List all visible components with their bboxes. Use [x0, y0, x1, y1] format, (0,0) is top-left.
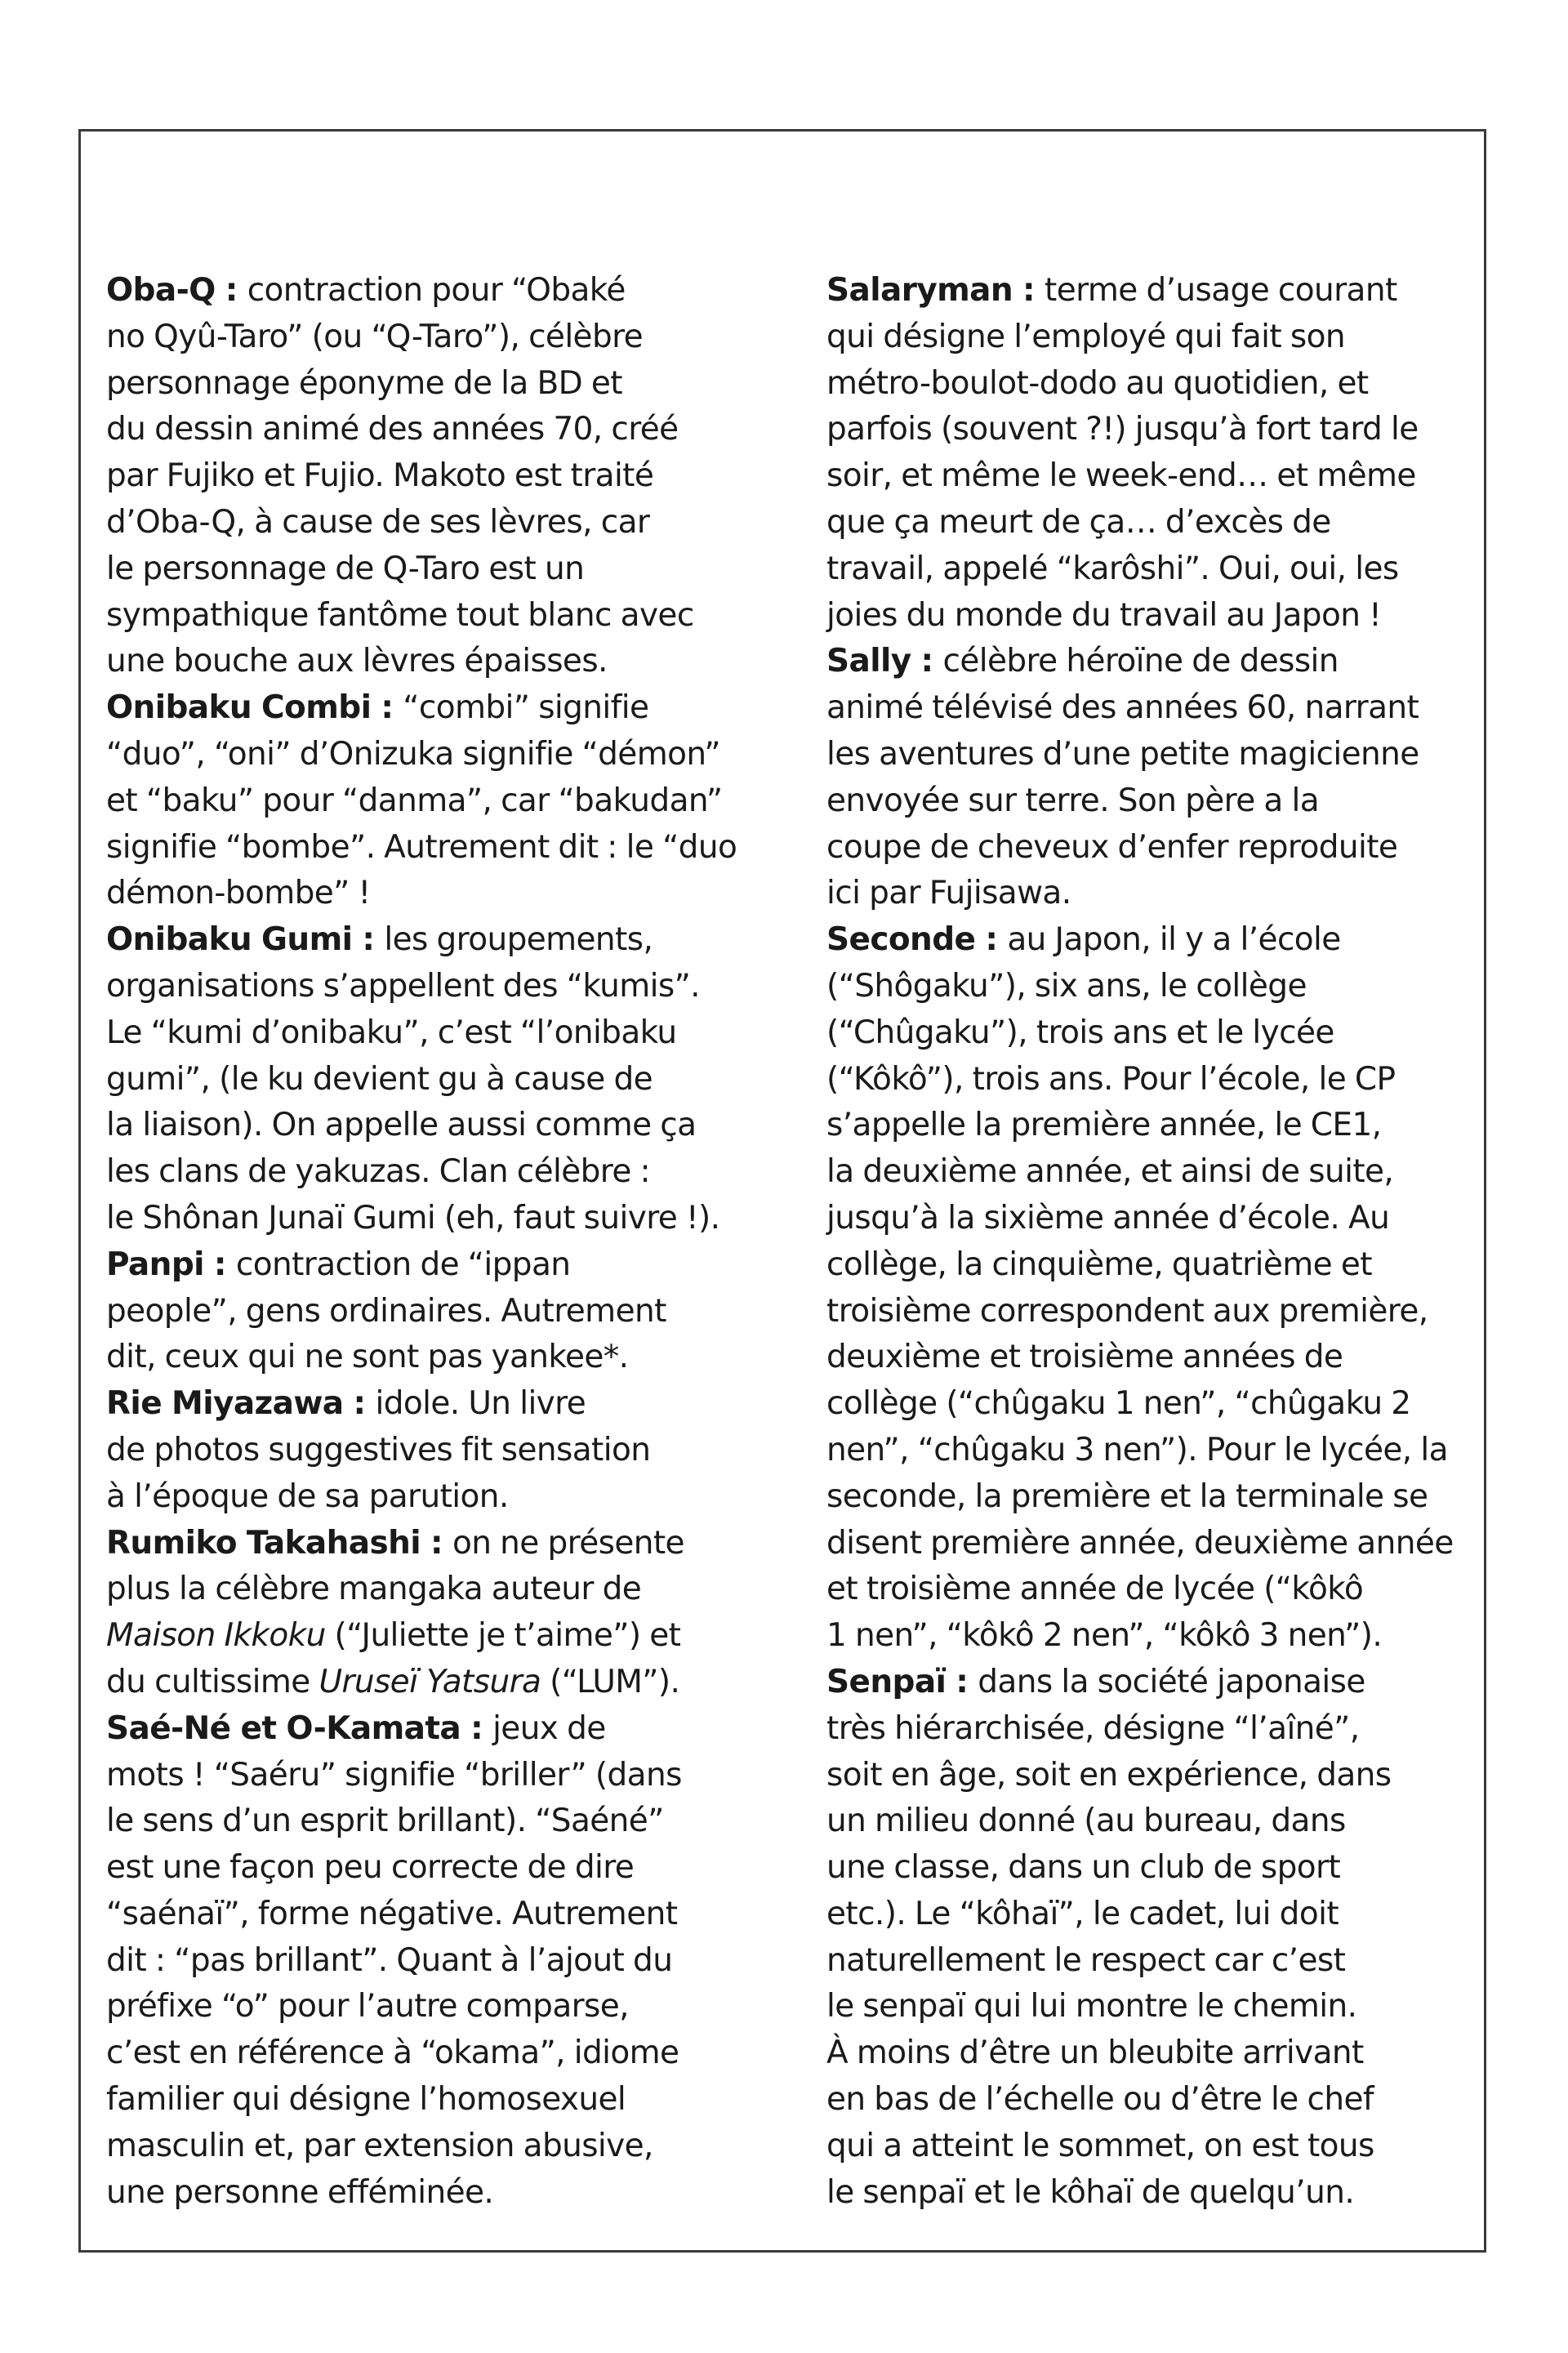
entry-text: préfixe “o” pour l’autre comparse,	[106, 1988, 629, 2025]
entry-text: de photos suggestives fit sensation	[106, 1431, 651, 1468]
entry-text: soir, et même le week-end… et même	[826, 457, 1416, 495]
entry-line	[106, 500, 760, 546]
entry-text: (“Kôkô”), trois ans. Pour l’école, le CP	[826, 1060, 1396, 1098]
glossary-entry	[826, 639, 1480, 917]
entry-text: la deuxième année, et ainsi de suite,	[826, 1153, 1394, 1191]
entry-line	[826, 361, 1480, 408]
entry-line	[826, 1706, 1480, 1753]
entry-line	[826, 2170, 1480, 2217]
entry-line	[826, 2077, 1480, 2123]
entry-line	[106, 1938, 760, 1985]
entry-line	[826, 1428, 1480, 1474]
entry-text: (“LUM”).	[541, 1663, 680, 1700]
entry-line	[826, 2030, 1480, 2077]
entry-text: jeux de	[492, 1709, 606, 1747]
entry-line	[826, 1753, 1480, 1799]
entry-line	[826, 314, 1480, 361]
entry-line	[106, 685, 760, 732]
glossary-entry	[106, 268, 760, 685]
entry-line	[106, 1335, 760, 1381]
entry-term: Sally :	[826, 643, 943, 680]
entry-line	[106, 2077, 760, 2123]
entry-term: Senpaï :	[826, 1663, 978, 1700]
entry-text: mots ! “Saéru” signifie “briller” (dans	[106, 1756, 682, 1794]
entry-line	[106, 1845, 760, 1892]
entry-text: disent première année, deuxième année	[826, 1524, 1454, 1562]
entry-line	[106, 1381, 760, 1428]
entry-text: par Fujiko et Fujio. Makoto est traité	[106, 457, 654, 495]
entry-text: les clans de yakuzas. Clan célèbre :	[106, 1153, 651, 1191]
entry-text: un milieu donné (au bureau, dans	[826, 1803, 1346, 1840]
entry-line	[106, 1660, 760, 1706]
entry-line	[106, 2170, 760, 2217]
entry-line	[106, 639, 760, 685]
entry-term: Salaryman :	[826, 272, 1045, 309]
entry-line	[826, 407, 1480, 453]
entry-line	[826, 639, 1480, 685]
entry-line	[106, 1057, 760, 1103]
entry-line	[106, 1984, 760, 2030]
glossary-column-right	[826, 268, 1480, 2216]
glossary-entry	[826, 917, 1480, 1660]
glossary-entry	[106, 685, 760, 917]
entry-line	[826, 1984, 1480, 2030]
entry-line	[826, 1613, 1480, 1660]
entry-text: personnage éponyme de la BD et	[106, 364, 622, 402]
entry-line	[106, 2030, 760, 2077]
entry-line	[826, 268, 1480, 314]
entry-text: seconde, la première et la terminale se	[826, 1477, 1428, 1515]
entry-text: métro-boulot-dodo au quotidien, et	[826, 364, 1369, 402]
entry-text: le Shônan Junaï Gumi (eh, faut suivre !).	[106, 1199, 720, 1237]
entry-text: au Japon, il y a l’école	[1007, 921, 1341, 959]
entry-line	[106, 1566, 760, 1613]
glossary-entry	[826, 268, 1480, 639]
entry-line	[106, 917, 760, 964]
entry-text: deuxième et troisième années de	[826, 1339, 1343, 1376]
entry-text: est une façon peu correcte de dire	[106, 1849, 635, 1887]
entry-text: contraction pour “Obaké	[247, 272, 626, 309]
entry-text: jusqu’à la sixième année d’école. Au	[826, 1199, 1390, 1237]
entry-line	[106, 732, 760, 778]
entry-line	[826, 1057, 1480, 1103]
entry-line	[106, 1706, 760, 1753]
entry-line	[106, 361, 760, 408]
entry-term: Onibaku Combi :	[106, 689, 403, 727]
entry-line	[826, 1010, 1480, 1057]
entry-line	[106, 1798, 760, 1845]
entry-text: masculin et, par extension abusive,	[106, 2127, 653, 2164]
entry-text: collège, la cinquième, quatrième et	[826, 1246, 1372, 1283]
entry-text: très hiérarchisée, désigne “l’aîné”,	[826, 1709, 1360, 1747]
entry-text: troisième correspondent aux première,	[826, 1292, 1428, 1330]
glossary-column-left	[106, 268, 760, 2216]
entry-line	[826, 1381, 1480, 1428]
entry-text: familier qui désigne l’homosexuel	[106, 2081, 626, 2119]
entry-text: que ça meurt de ça… d’excès de	[826, 503, 1331, 541]
entry-text: s’appelle la première année, le CE1,	[826, 1107, 1382, 1144]
entry-text: signifie “bombe”. Autrement dit : le “duo	[106, 828, 737, 866]
entry-text: ici par Fujisawa.	[826, 875, 1071, 912]
entry-text: 1 nen”, “kôkô 2 nen”, “kôkô 3 nen”).	[826, 1617, 1383, 1655]
entry-text: Le “kumi d’onibaku”, c’est “l’onibaku	[106, 1014, 677, 1051]
entry-text: people”, gens ordinaires. Autrement	[106, 1292, 666, 1330]
entry-text: qui désigne l’employé qui fait son	[826, 318, 1345, 355]
entry-term: Oba-Q :	[106, 272, 247, 309]
entry-text: travail, appelé “karôshi”. Oui, oui, les	[826, 550, 1399, 587]
entry-text: les groupements,	[384, 921, 653, 959]
entry-text: et troisième année de lycée (“kôkô	[826, 1571, 1364, 1608]
entry-line	[826, 546, 1480, 593]
entry-text: qui a atteint le sommet, on est tous	[826, 2127, 1374, 2164]
entry-line	[826, 1242, 1480, 1289]
italic-title: Uruseï Yatsura	[318, 1663, 541, 1700]
entry-text: À moins d’être un bleubite arrivant	[826, 2034, 1364, 2072]
entry-text: sympathique fantôme tout blanc avec	[106, 596, 694, 634]
italic-title: Maison Ikkoku	[106, 1617, 326, 1655]
entry-text: célèbre héroïne de dessin	[942, 643, 1339, 680]
entry-text: une bouche aux lèvres épaisses.	[106, 643, 608, 680]
entry-line	[826, 1892, 1480, 1938]
entry-line	[826, 825, 1480, 871]
entry-line	[826, 778, 1480, 825]
entry-line	[106, 1289, 760, 1335]
entry-text: plus la célèbre mangaka auteur de	[106, 1571, 642, 1608]
entry-text: collège (“chûgaku 1 nen”, “chûgaku 2	[826, 1385, 1411, 1423]
entry-text: du dessin animé des années 70, créé	[106, 411, 679, 448]
entry-line	[106, 778, 760, 825]
entry-line	[826, 500, 1480, 546]
entry-term: Rie Miyazawa :	[106, 1385, 376, 1423]
entry-text: nen”, “chûgaku 3 nen”). Pour le lycée, la	[826, 1431, 1448, 1468]
entry-line	[106, 1428, 760, 1474]
entry-line	[826, 453, 1480, 500]
entry-line	[106, 1242, 760, 1289]
entry-line	[106, 825, 760, 871]
entry-text: dit, ceux qui ne sont pas yankee*.	[106, 1339, 629, 1376]
entry-line	[106, 593, 760, 639]
entry-text: la liaison). On appelle aussi comme ça	[106, 1107, 697, 1144]
entry-line	[826, 1521, 1480, 1567]
entry-line	[106, 453, 760, 500]
entry-text: envoyée sur terre. Son père a la	[826, 782, 1320, 819]
entry-line	[826, 917, 1480, 964]
glossary-entry	[106, 1521, 760, 1706]
glossary-entry	[106, 917, 760, 1242]
entry-text: “combi” signifie	[403, 689, 649, 727]
entry-line	[826, 1566, 1480, 1613]
entry-line	[826, 1845, 1480, 1892]
entry-text: parfois (souvent ?!) jusqu’à fort tard le	[826, 411, 1419, 448]
entry-line	[106, 1196, 760, 1242]
entry-line	[826, 871, 1480, 917]
entry-line	[106, 1613, 760, 1660]
entry-line	[826, 1335, 1480, 1381]
entry-line	[106, 407, 760, 453]
entry-line	[826, 1474, 1480, 1521]
entry-line	[106, 964, 760, 1010]
entry-text: “saénaï”, forme négative. Autrement	[106, 1895, 678, 1932]
entry-line	[826, 964, 1480, 1010]
entry-text: animé télévisé des années 60, narrant	[826, 689, 1419, 727]
glossary-entry	[826, 1660, 1480, 2217]
entry-text: organisations s’appellent des “kumis”.	[106, 967, 700, 1005]
entry-text: c’est en référence à “okama”, idiome	[106, 2034, 679, 2072]
entry-text: du cultissime	[106, 1663, 319, 1700]
entry-term: Onibaku Gumi :	[106, 921, 385, 959]
entry-line	[106, 1892, 760, 1938]
entry-text: (“Chûgaku”), trois ans et le lycée	[826, 1014, 1334, 1051]
entry-text: à l’époque de sa parution.	[106, 1477, 509, 1515]
entry-text: on ne présente	[452, 1524, 684, 1562]
entry-text: d’Oba-Q, à cause de ses lèvres, car	[106, 503, 650, 541]
entry-line	[826, 1938, 1480, 1985]
entry-text: dans la société japonaise	[978, 1663, 1365, 1700]
entry-text: une classe, dans un club de sport	[826, 1849, 1341, 1887]
entry-text: “duo”, “oni” d’Onizuka signifie “démon”	[106, 735, 720, 773]
glossary-entry	[106, 1706, 760, 2217]
entry-line	[826, 685, 1480, 732]
entry-line	[826, 1149, 1480, 1196]
entry-line	[106, 1010, 760, 1057]
entry-line	[106, 1149, 760, 1196]
entry-line	[826, 1289, 1480, 1335]
entry-text: et “baku” pour “danma”, car “bakudan”	[106, 782, 723, 819]
entry-line	[106, 1521, 760, 1567]
entry-text: le senpaï qui lui montre le chemin.	[826, 1988, 1357, 2025]
entry-text: le personnage de Q-Taro est un	[106, 550, 585, 587]
glossary-entry	[106, 1242, 760, 1381]
entry-line	[106, 871, 760, 917]
entry-text: en bas de l’échelle ou d’être le chef	[826, 2081, 1374, 2119]
entry-text: le sens d’un esprit brillant). “Saéné”	[106, 1803, 664, 1840]
entry-term: Saé-Né et O-Kamata :	[106, 1709, 493, 1747]
entry-line	[826, 732, 1480, 778]
entry-text: coupe de cheveux d’enfer reproduite	[826, 828, 1398, 866]
entry-text: naturellement le respect car c’est	[826, 1941, 1346, 1979]
entry-line	[106, 546, 760, 593]
entry-text: (“Juliette je t’aime”) et	[325, 1617, 681, 1655]
entry-text: le senpaï et le kôhaï de quelqu’un.	[826, 2173, 1355, 2211]
entry-text: idole. Un livre	[375, 1385, 586, 1423]
entry-line	[826, 2123, 1480, 2170]
entry-text: joies du monde du travail au Japon !	[826, 596, 1382, 634]
entry-text: etc.). Le “kôhaï”, le cadet, lui doit	[826, 1895, 1339, 1932]
entry-line	[106, 2123, 760, 2170]
entry-text: démon-bombe” !	[106, 875, 371, 912]
entry-line	[826, 1660, 1480, 1706]
entry-line	[106, 268, 760, 314]
entry-line	[106, 1103, 760, 1149]
glossary-entry	[106, 1381, 760, 1520]
entry-text: les aventures d’une petite magicienne	[826, 735, 1419, 773]
entry-text: contraction de “ippan	[235, 1246, 571, 1283]
entry-line	[826, 593, 1480, 639]
entry-term: Rumiko Takahashi :	[106, 1524, 452, 1562]
entry-term: Panpi :	[106, 1246, 236, 1283]
entry-text: no Qyû-Taro” (ou “Q-Taro”), célèbre	[106, 318, 644, 355]
entry-text: dit : “pas brillant”. Quant à l’ajout du	[106, 1941, 673, 1979]
entry-text: terme d’usage courant	[1045, 272, 1397, 309]
entry-text: soit en âge, soit en expérience, dans	[826, 1756, 1392, 1794]
entry-line	[106, 1753, 760, 1799]
entry-text: (“Shôgaku”), six ans, le collège	[826, 967, 1307, 1005]
entry-text: gumi”, (le ku devient gu à cause de	[106, 1060, 653, 1098]
entry-line	[826, 1798, 1480, 1845]
entry-text: une personne efféminée.	[106, 2173, 494, 2211]
entry-line	[826, 1196, 1480, 1242]
entry-term: Seconde :	[826, 921, 1008, 959]
entry-line	[106, 1474, 760, 1521]
entry-line	[106, 314, 760, 361]
entry-line	[826, 1103, 1480, 1149]
